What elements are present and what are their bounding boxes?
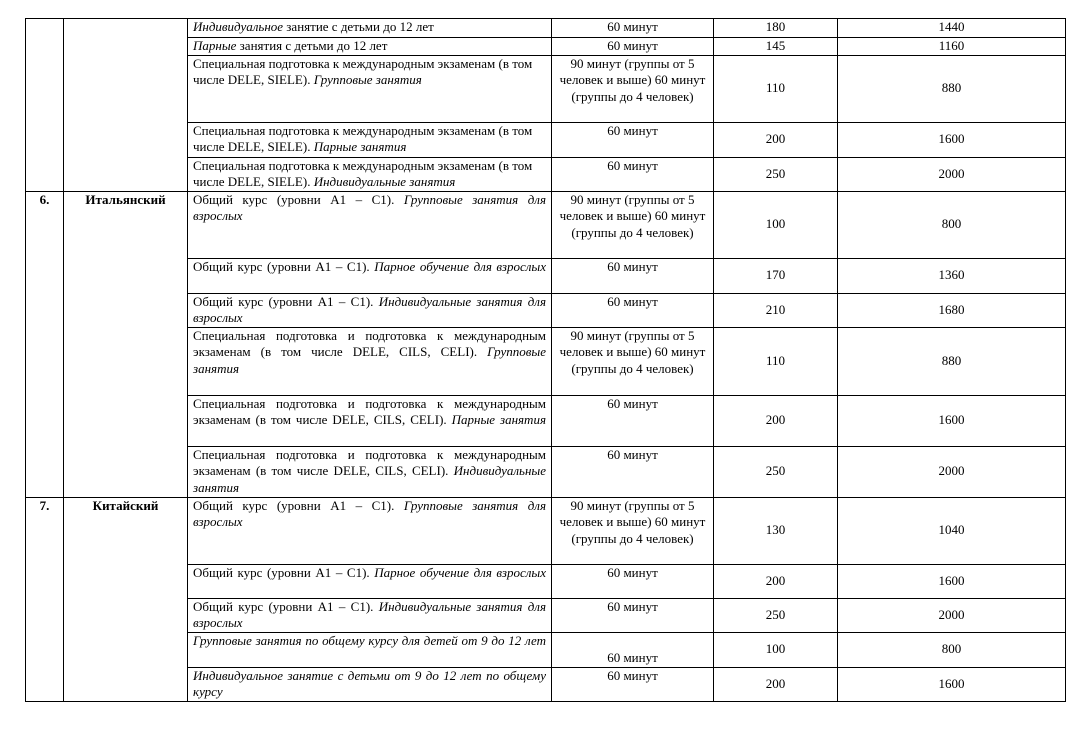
total-cell: 1360 xyxy=(838,258,1066,293)
price-cell: 100 xyxy=(714,632,838,667)
duration-cell: 60 минут xyxy=(552,667,714,701)
language-cell xyxy=(64,19,188,192)
total-cell: 1040 xyxy=(838,497,1066,564)
duration-cell: 60 минут xyxy=(552,293,714,327)
total-cell: 1160 xyxy=(838,38,1066,56)
duration-cell: 60 минут xyxy=(552,157,714,191)
duration-cell: 60 минут xyxy=(552,122,714,157)
total-cell: 1440 xyxy=(838,19,1066,38)
price-cell: 250 xyxy=(714,446,838,497)
total-cell: 880 xyxy=(838,55,1066,122)
description-cell xyxy=(188,598,552,632)
language-cell: Китайский xyxy=(64,497,188,701)
description-italic: Индивидуальные занятия xyxy=(193,463,546,495)
description-text: Общий курс (уровни А1 – С1). xyxy=(193,258,375,274)
table-row xyxy=(26,497,1066,564)
description-text: занятие с детьми до 12 лет xyxy=(283,19,434,34)
total-cell: 1680 xyxy=(838,293,1066,327)
duration-cell: 60 минут xyxy=(552,19,714,38)
price-cell: 200 xyxy=(714,395,838,446)
table-row xyxy=(26,191,1066,258)
description-italic: Групповые занятия xyxy=(193,344,546,376)
price-cell: 210 xyxy=(714,293,838,327)
duration-cell: 60 минут xyxy=(552,38,714,56)
duration-cell: 60 минут xyxy=(552,258,714,293)
price-cell: 250 xyxy=(714,157,838,191)
description-cell xyxy=(188,157,552,191)
description-text: Общий курс (уровни А1 – С1). xyxy=(193,564,375,580)
price-cell: 250 xyxy=(714,598,838,632)
description-text: занятия с детьми до 12 лет xyxy=(236,38,388,53)
description-cell xyxy=(188,55,552,122)
duration-cell: 60 минут xyxy=(552,446,714,497)
description-italic: Индивидуальные занятия xyxy=(313,174,456,189)
description-text: Специальная подготовка и подготовка к международным экзаменам (в том числе DELE, CILS, CELI). xyxy=(193,395,546,427)
total-cell: 1600 xyxy=(838,395,1066,446)
row-number-cell: 6. xyxy=(26,191,64,497)
total-cell: 1600 xyxy=(838,564,1066,598)
description-italic: Парное обучение для взрослых xyxy=(374,564,546,580)
total-cell: 2000 xyxy=(838,598,1066,632)
total-cell: 880 xyxy=(838,327,1066,395)
duration-cell: 60 минут xyxy=(552,598,714,632)
description-cell xyxy=(188,293,552,327)
description-italic: Групповые занятия xyxy=(313,72,422,87)
table-row xyxy=(26,19,1066,38)
total-cell: 800 xyxy=(838,191,1066,258)
description-text: Специальная подготовка и подготовка к международным экзаменам (в том числе DELE, CILS, CELI). xyxy=(193,446,546,478)
row-number-cell xyxy=(26,19,64,192)
price-cell: 200 xyxy=(714,564,838,598)
total-cell: 2000 xyxy=(838,446,1066,497)
description-cell xyxy=(188,191,552,258)
description-text: Специальная подготовка к международным экзаменам (в том числе DELE, SIELE). xyxy=(193,55,533,87)
description-italic: Групповые занятия по общему курсу для детей от 9 до 12 лет xyxy=(193,632,546,648)
description-italic: Индивидуальные занятия для взрослых xyxy=(193,598,547,630)
description-italic: Парные xyxy=(193,38,237,53)
price-table xyxy=(25,18,1066,702)
description-italic: Индивидуальные занятия для взрослых xyxy=(193,293,547,325)
total-cell: 800 xyxy=(838,632,1066,667)
description-text: Общий курс (уровни А1 – С1). xyxy=(193,293,379,309)
duration-cell: 60 минут xyxy=(552,395,714,446)
duration-cell: 60 минут xyxy=(552,632,714,667)
price-cell: 200 xyxy=(714,667,838,701)
price-cell: 110 xyxy=(714,327,838,395)
duration-cell: 60 минут xyxy=(552,564,714,598)
language-cell: Итальянский xyxy=(64,191,188,497)
description-text: Общий курс (уровни А1 – С1). xyxy=(193,598,379,614)
price-cell: 200 xyxy=(714,122,838,157)
description-italic: Парные занятия xyxy=(451,412,546,427)
description-italic: Групповые занятия для взрослых xyxy=(193,497,546,529)
description-italic: Парные занятия xyxy=(313,139,407,154)
description-cell xyxy=(188,327,552,395)
description-text: Специальная подготовка к международным экзаменам (в том числе DELE, SIELE). xyxy=(193,122,533,154)
description-italic: Групповые занятия для взрослых xyxy=(193,191,546,223)
price-cell: 170 xyxy=(714,258,838,293)
description-cell xyxy=(188,38,552,56)
duration-cell: 90 минут (группы от 5 человек и выше) 60 минут (группы до 4 человек) xyxy=(552,55,714,122)
description-cell xyxy=(188,446,552,497)
description-text: Специальная подготовка и подготовка к международным экзаменам (в том числе DELE, CILS, CELI). xyxy=(193,327,546,359)
description-cell xyxy=(188,564,552,598)
description-italic: Индивидуальное занятие с детьми от 9 до 12 лет по общему курсу xyxy=(193,667,546,699)
description-text: Общий курс (уровни А1 – С1). xyxy=(193,191,404,207)
price-cell: 110 xyxy=(714,55,838,122)
description-cell xyxy=(188,632,552,667)
description-italic: Индивидуальное xyxy=(193,19,284,34)
row-number-cell: 7. xyxy=(26,497,64,701)
price-cell: 130 xyxy=(714,497,838,564)
total-cell: 2000 xyxy=(838,157,1066,191)
description-italic: Парное обучение для взрослых xyxy=(374,258,546,274)
description-cell xyxy=(188,667,552,701)
description-cell xyxy=(188,122,552,157)
description-cell xyxy=(188,258,552,293)
description-text: Специальная подготовка к международным экзаменам (в том числе DELE, SIELE). xyxy=(193,157,533,189)
total-cell: 1600 xyxy=(838,122,1066,157)
description-cell xyxy=(188,497,552,564)
description-cell xyxy=(188,395,552,446)
duration-cell: 90 минут (группы от 5 человек и выше) 60 минут (группы до 4 человек) xyxy=(552,191,714,258)
price-cell: 180 xyxy=(714,19,838,38)
price-cell: 145 xyxy=(714,38,838,56)
duration-cell: 90 минут (группы от 5 человек и выше) 60 минут (группы до 4 человек) xyxy=(552,497,714,564)
total-cell: 1600 xyxy=(838,667,1066,701)
price-cell: 100 xyxy=(714,191,838,258)
description-cell xyxy=(188,19,552,38)
duration-cell: 90 минут (группы от 5 человек и выше) 60 минут (группы до 4 человек) xyxy=(552,327,714,395)
description-text: Общий курс (уровни А1 – С1). xyxy=(193,497,404,513)
